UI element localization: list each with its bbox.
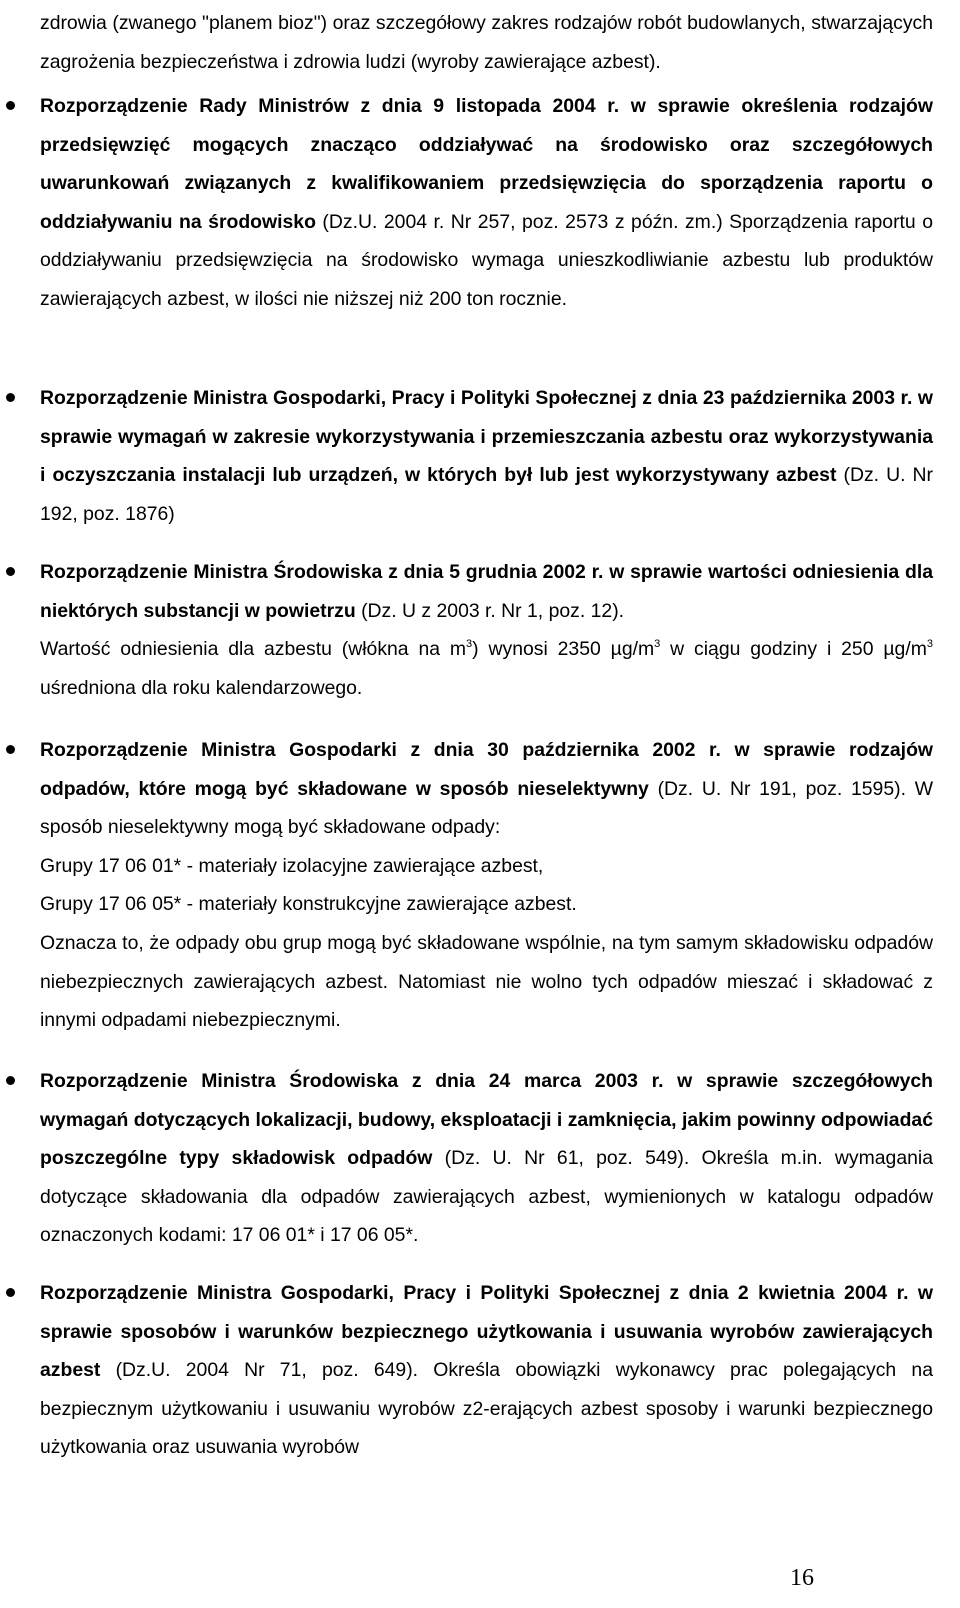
note-text: ) wynosi 2350 µg/m (472, 638, 655, 661)
regulation-title: Rozporządzenie Ministra Środowiska z dnia 5 grudnia 2002 r. w sprawie wartości odniesienia dla niektórych substancji w powietrzu (40, 561, 933, 622)
intro-paragraph (40, 4, 933, 81)
regulation-details: (Dz.U. 2004 Nr 71, poz. 649). Określa obowiązki wykonawcy prac polegających na bezpiecznym użytkowaniu i usuwaniu wyrobów z2-erających azbest sposoby i warunki bezpiecznego użytkowania oraz usuwania wyrobów (40, 1359, 933, 1459)
list-item (40, 1274, 933, 1467)
regulation-details: (Dz. U z 2003 r. Nr 1, poz. 12). (355, 599, 625, 622)
list-item (40, 87, 933, 319)
waste-group-line: Grupy 17 06 01* - materiały izolacyjne zawierające azbest, (40, 854, 544, 877)
note-text: uśredniona dla roku kalendarzowego. (40, 676, 363, 699)
waste-group-line: Grupy 17 06 05* - materiały konstrukcyjne zawierające azbest. (40, 893, 577, 916)
item-note (40, 630, 933, 707)
item-paragraph (40, 731, 933, 847)
item-paragraph (40, 1062, 933, 1255)
regulation-title: Rozporządzenie Ministra Gospodarki z dnia 30 października 2002 r. w sprawie rodzajów odpadów, które mogą być składowane w sposób nieselektywny (40, 739, 933, 800)
list-item (40, 731, 933, 1040)
regulation-details: (Dz. U. Nr 61, poz. 549). Określa m.in. wymagania dotyczące składowania dla odpadów zawierających azbest, wymienionych w katalogu odpadów oznaczonych kodami: 17 06 01* i 17 06 05*. (40, 1147, 934, 1247)
item-paragraph (40, 87, 933, 319)
regulation-title: Rozporządzenie Rady Ministrów z dnia 9 listopada 2004 r. w sprawie określenia rodzajów przedsięwzięć mogących znacząco oddziaływać na środowisko oraz szczegółowych uwarunkowań związanych z kwalifikowaniem przedsięwzięcia do sporządzenia raportu o oddziaływaniu na środowisko (40, 95, 933, 233)
bullet-icon (6, 745, 15, 754)
superscript: 3 (466, 637, 473, 650)
list-item (40, 1062, 933, 1255)
regulation-title: Rozporządzenie Ministra Środowiska z dnia 24 marca 2003 r. w sprawie szczegółowych wymagań dotyczących lokalizacji, budowy, eksploatacji i zamknięcia, jakim powinny odpowiadać poszczególne typy składowisk odpadów (40, 1070, 933, 1170)
superscript: 3 (926, 637, 933, 650)
regulation-title: Rozporządzenie Ministra Gospodarki, Pracy i Polityki Społecznej z dnia 23 października 2003 r. w sprawie wymagań w zakresie wykorzystywania i przemieszczania azbestu oraz wykorzystywania i oczyszczania instalacji lub urządzeń, w których był lub jest wykorzystywany azbest (40, 387, 933, 487)
regulation-details: (Dz. U. Nr 192, poz. 1876) (40, 464, 933, 525)
item-paragraph (40, 553, 933, 630)
regulation-details: (Dz.U. 2004 r. Nr 257, poz. 2573 z późn. zm.) Sporządzenia raportu o oddziaływaniu przedsięwzięcia na środowisko wymaga unieszkodliwianie azbestu lub produktów zawierających azbest, w ilości nie niższej niż 200 ton rocznie. (40, 210, 933, 310)
bullet-icon (6, 1288, 15, 1297)
note-text: Wartość odniesienia dla azbestu (włókna na m (40, 638, 467, 661)
bullet-icon (6, 567, 15, 576)
bullet-icon (6, 393, 15, 402)
bullet-icon (6, 1076, 15, 1085)
item-paragraph (40, 379, 933, 533)
regulation-title: Rozporządzenie Ministra Gospodarki, Pracy i Polityki Społecznej z dnia 2 kwietnia 2004 r. w sprawie sposobów i warunków bezpiecznego użytkowania i usuwania wyrobów zawierających azbest (40, 1282, 933, 1382)
superscript: 3 (654, 637, 661, 650)
bullet-icon (6, 101, 15, 110)
note-text: w ciągu godziny i 250 µg/m (660, 638, 927, 661)
intro-text: zdrowia (zwanego "planem bioz") oraz szczegółowy zakres rodzajów robót budowlanych, stwarzających zagrożenia bezpieczeństwa i zdrowia ludzi (wyroby zawierające azbest). (40, 12, 933, 73)
item-note: Oznacza to, że odpady obu grup mogą być składowane wspólnie, na tym samym składowisku odpadów niebezpiecznych zawierających azbest. Natomiast nie wolno tych odpadów mieszać i składować z innymi odpadami niebezpiecznymi. (40, 931, 933, 1032)
list-item (40, 379, 933, 533)
page-number: 16 (790, 1565, 814, 1591)
regulation-details: (Dz. U. Nr 191, poz. 1595). W sposób nieselektywny mogą być składowane odpady: (40, 777, 933, 839)
item-paragraph (40, 1274, 933, 1467)
list-item (40, 553, 933, 707)
